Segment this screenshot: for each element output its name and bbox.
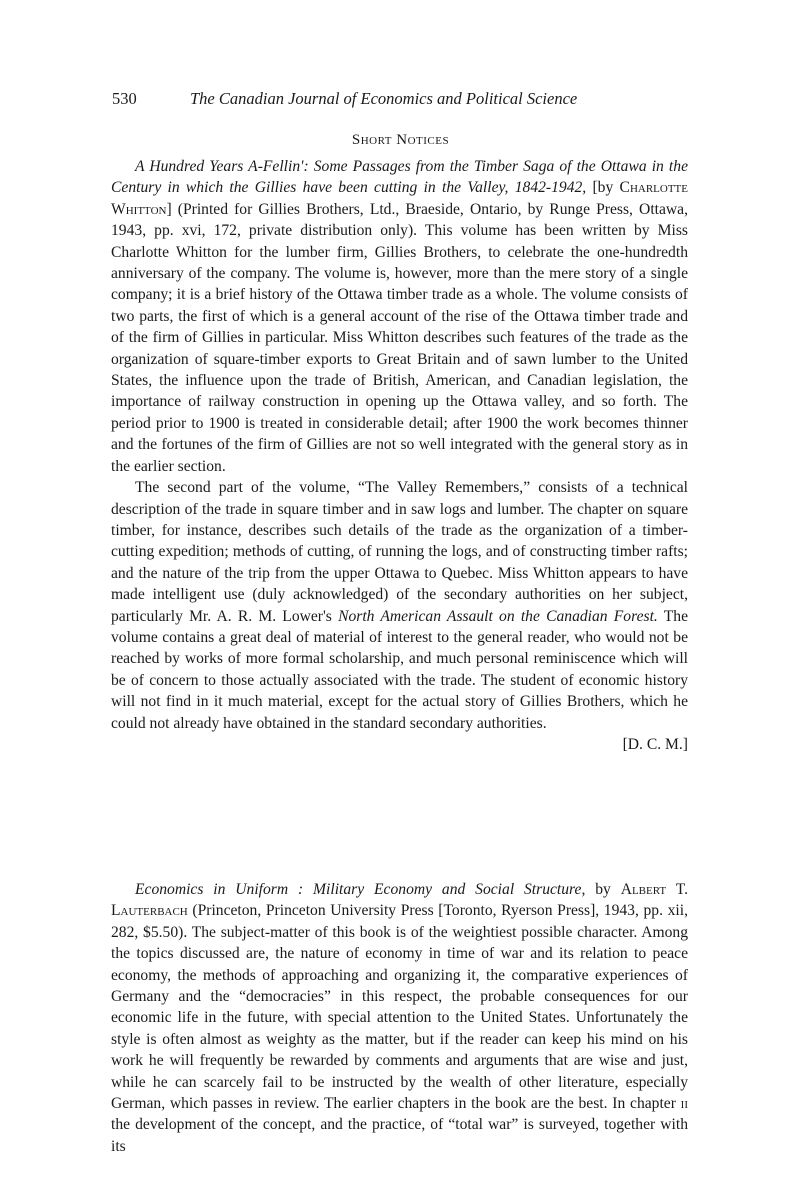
- cited-title: North American Assault on the Canadian Forest.: [338, 607, 658, 625]
- review-text: The volume contains a great deal of material of interest to the general reader, who would not be reached by works of more formal scholarship, and much personal reminiscence which will be of concern to those actually associated with the trade. The student of economic history will not find in it much material, except for the actual story of Gillies Brothers, which he could not already have obtained in the standard secondary authorities.: [111, 607, 688, 732]
- book-author: Albert T. Lauterbach: [111, 881, 688, 920]
- notice-lauterbach: [111, 879, 688, 1157]
- book-author: Charlotte Whitton: [111, 179, 688, 218]
- notice-paragraph: [111, 879, 688, 1157]
- book-title: Economics in Uniform : Military Economy and Social Structure,: [135, 881, 586, 898]
- journal-title: The Canadian Journal of Economics and Political Science: [190, 89, 578, 108]
- review-text: ] (Printed for Gillies Brothers, Ltd., Braeside, Ontario, by Runge Press, Ottawa, 1943, pp. xvi, 172, private distribution only). This volume has been written by Miss Charlotte Whitton for the lumber firm, Gillies Brothers, to celebrate the one-hundredth anniversary of the company. The volume is, however, more than the mere story of a single company; it is a brief history of the Ottawa timber trade as a whole. The volume consists of two parts, the first of which is a general account of the rise of the Ottawa timber trade and of the firm of Gillies in particular. Miss Whitton describes such features of the trade as the organization of square-timber exports to Great Britain and of sawn lumber to the United States, the influence upon the trade of British, American, and Canadian legislation, the importance of railway construction in opening up the Ottawa valley, and so forth. The period prior to 1900 is treated in considerable detail; after 1900 the work becomes thinner and the fortunes of the firm of Gillies are not so well integrated with the general story as in the earlier section.: [111, 200, 688, 475]
- review-text: (Princeton, Princeton University Press [Toronto, Ryerson Press], 1943, pp. xii, 282, $5.50). The subject-matter of this book is of the weightiest possible character. Among the topics discussed are, the nature of economy in time of war and its relation to peace economy, the methods of approaching and organizing it, the comparative experiences of Germany and the “democracies” in this respect, the probable consequences for our economic life in the future, with special attention to the United States. Unfortunately the style is often almost as weighty as the matter, but if the reader can keep his mind on his work he will frequently be rewarded by comments and arguments that are wise and just, while he can scarcely fail to be instructed by the wealth of other literature, especially German, which passes in review. The earlier chapters in the book are the best. In chapter: [111, 902, 688, 1113]
- notice-whitton: [111, 156, 688, 755]
- review-text: The second part of the volume, “The Valley Remembers,” consists of a technical description of the trade in square timber and in saw logs and lumber. The chapter on square timber, for instance, describes such details of the trade as the organization of a timber-cutting expedition; methods of cutting, of running the logs, and of constructing timber rafts; and the nature of the trip from the upper Ottawa to Quebec. Miss Whitton appears to have made intelligent use (duly acknowledged) of the secondary authorities on her subject, particularly Mr. A. R. M. Lower's: [111, 479, 688, 625]
- notice-paragraph: [111, 477, 688, 734]
- author-prefix: [by: [586, 179, 620, 197]
- chapter-numeral: ii: [680, 1095, 688, 1113]
- author-prefix: by: [585, 881, 621, 898]
- book-title: A Hundred Years A-Fellin': Some Passages from the Timber Saga of the Ottawa in the Century in which the Gillies have been cutting in the Valley, 1842-1942,: [111, 158, 688, 197]
- notice-paragraph: [111, 156, 688, 477]
- running-header: [112, 89, 692, 109]
- page-number: 530: [112, 89, 137, 108]
- reviewer-signature: [D. C. M.]: [622, 735, 688, 753]
- section-heading: Short Notices: [351, 132, 450, 148]
- review-text: the development of the concept, and the practice, of “total war” is surveyed, together with its: [111, 1116, 688, 1155]
